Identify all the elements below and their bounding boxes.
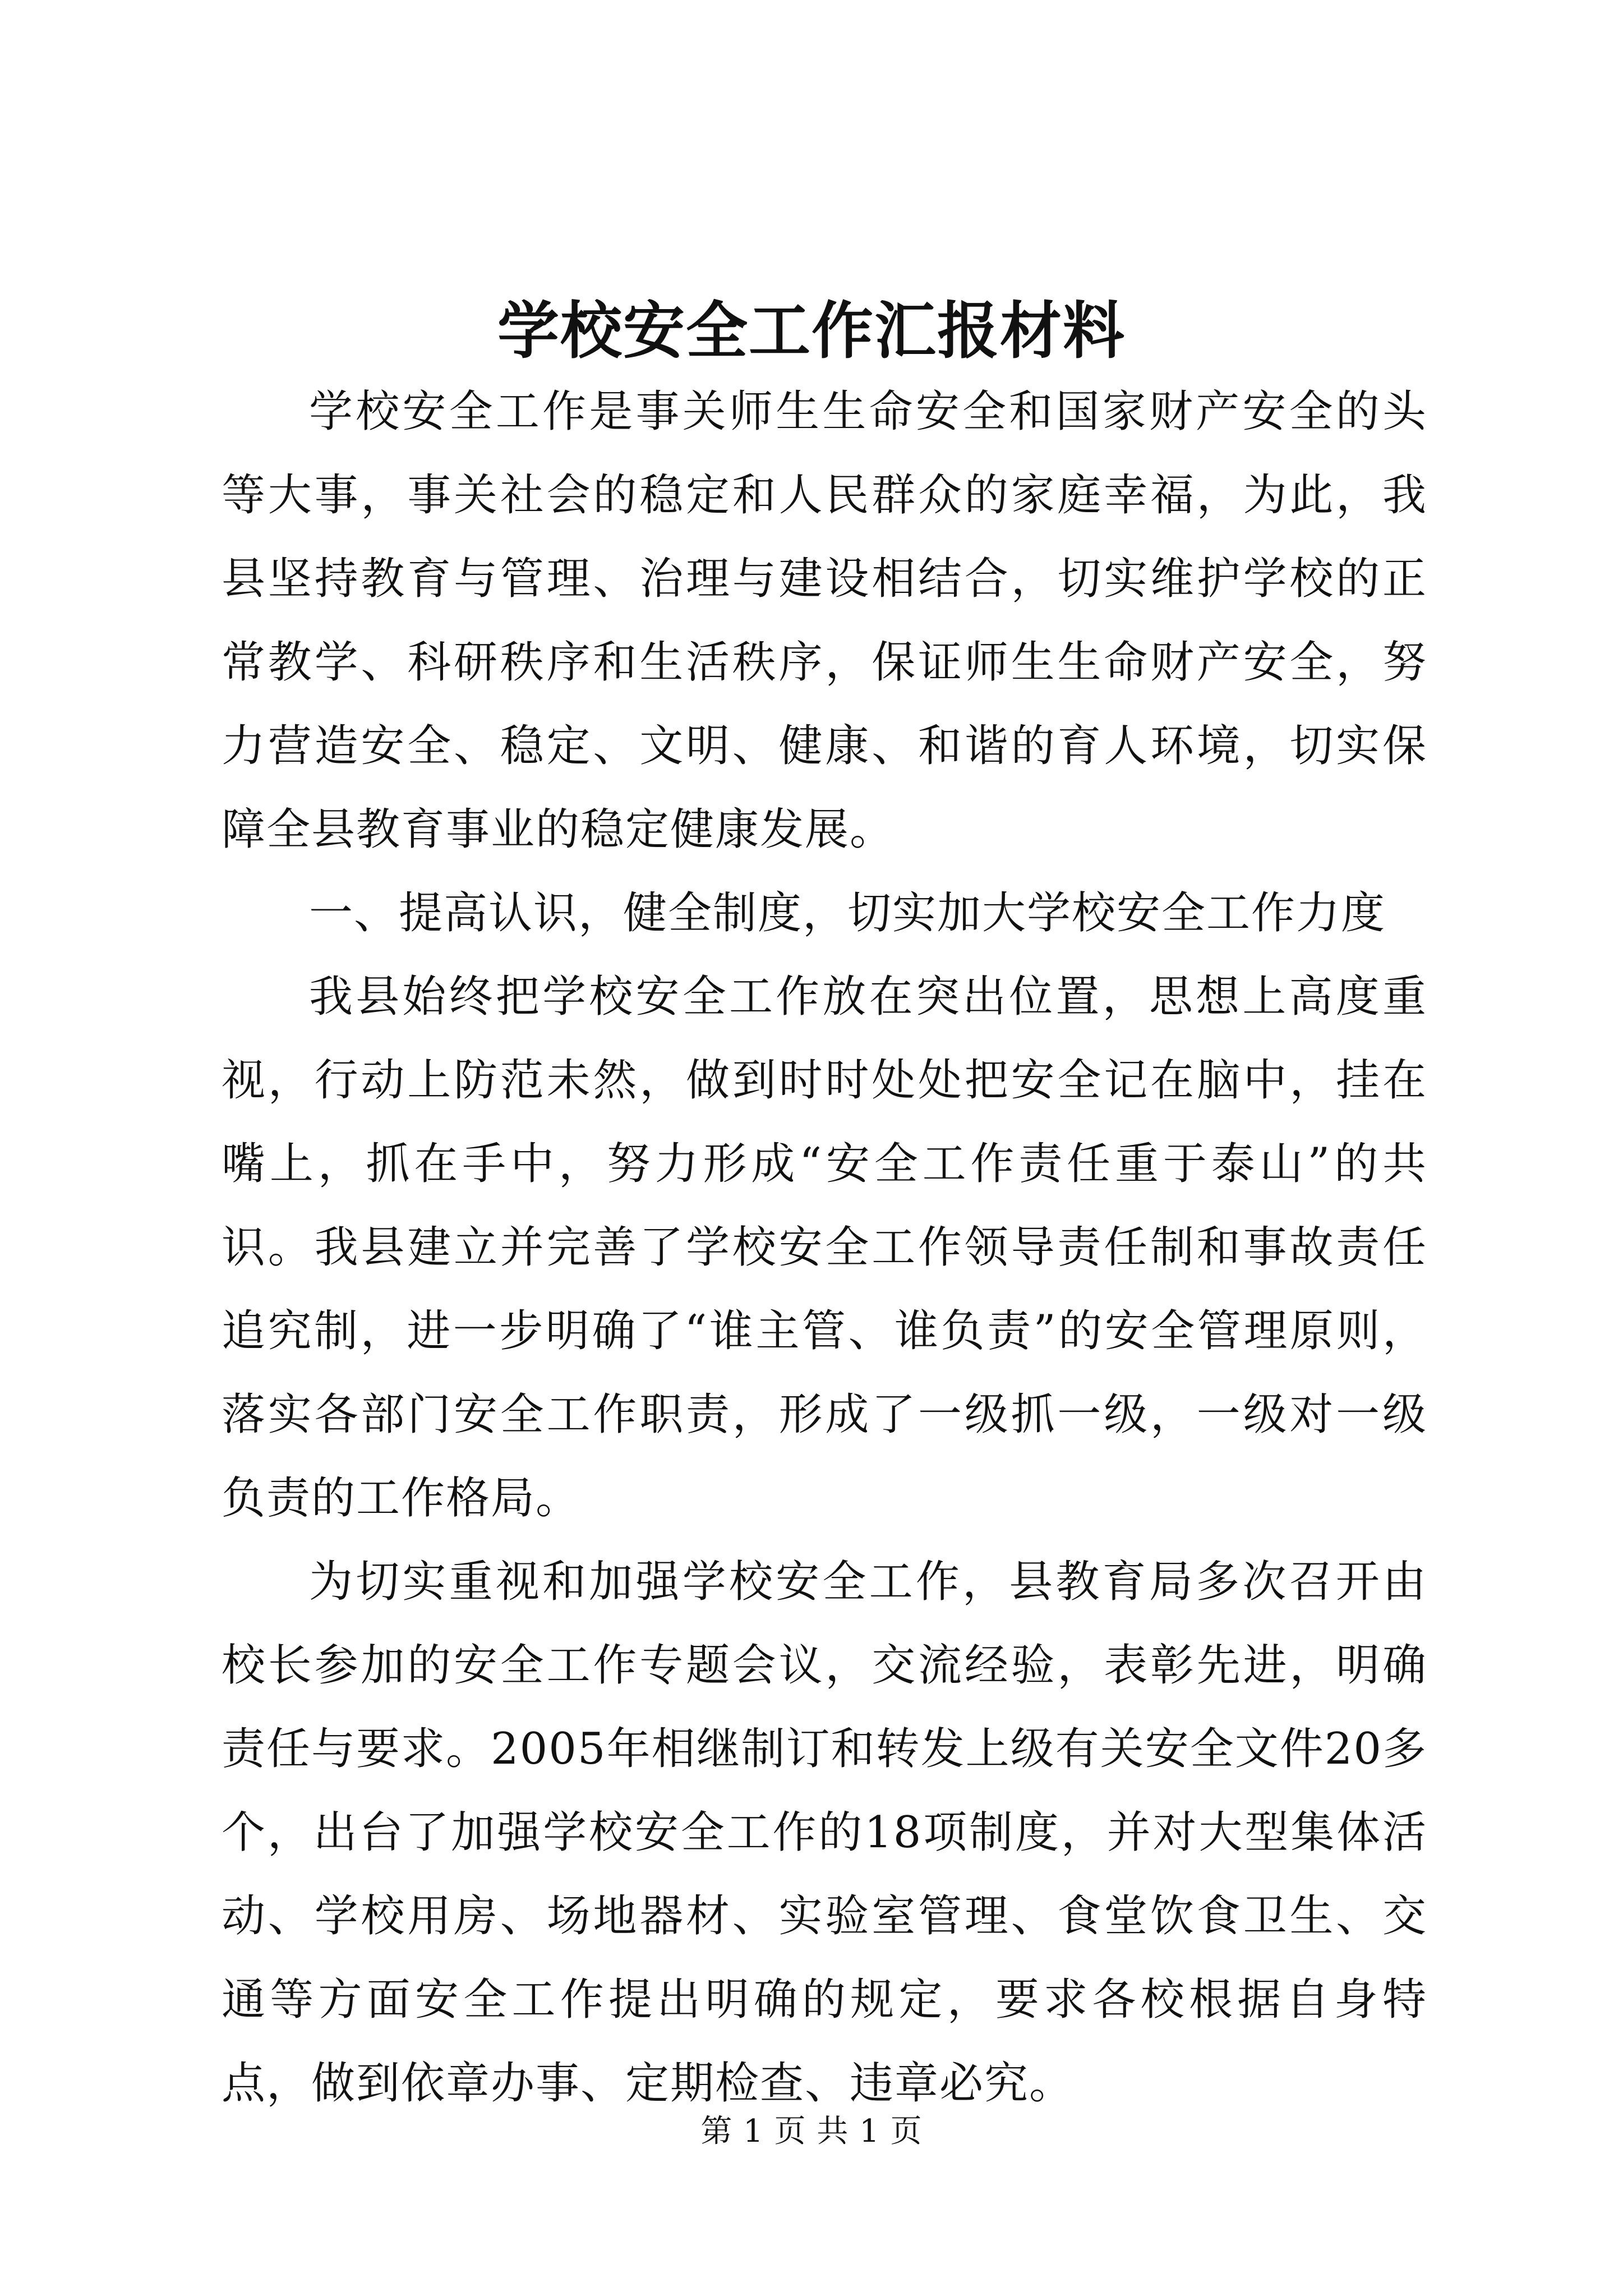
document-title: 学校安全工作汇报材料	[497, 295, 1126, 367]
intro-paragraph: 学校安全工作是事关师生生命安全和国家财产安全的头等大事，事关社会的稳定和人民群众的家庭幸福，为此，我县坚持教育与管理、治理与建设相结合，切实维护学校的正常教学、科研秩序和生活秩序，保证师生生命财产安全，努力营造安全、稳定、文明、健康、和谐的育人环境，切实保障全县教育事业的稳定健康发展。	[222, 386, 1427, 855]
page-footer: 第 1 页 共 1 页	[700, 2113, 923, 2150]
section-1-paragraph-2: 为切实重视和加强学校安全工作，县教育局多次召开由校长参加的安全工作专题会议，交流经验，表彰先进，明确责任与要求。2005年相继制订和转发上级有关安全文件20多个，出台了加强学校安全工作的18项制度，并对大型集体活动、学校用房、场地器材、实验室管理、食堂饮食卫生、交通等方面安全工作提出明确的规定，要求各校根据自身特点，做到依章办事、定期检查、违章必究。	[222, 1557, 1427, 2109]
section-1-paragraph-1: 我县始终把学校安全工作放在突出位置，思想上高度重视，行动上防范未然，做到时时处处把安全记在脑中，挂在嘴上，抓在手中，努力形成“安全工作责任重于泰山”的共识。我县建立并完善了学校安全工作领导责任制和事故责任追究制，进一步明确了“谁主管、谁负责”的安全管理原则，落实各部门安全工作职责，形成了一级抓一级，一级对一级负责的工作格局。	[222, 972, 1427, 1524]
document-body	[222, 370, 1427, 2125]
section-heading-1: 一、提高认识，健全制度，切实加大学校安全工作力度	[309, 888, 1386, 938]
